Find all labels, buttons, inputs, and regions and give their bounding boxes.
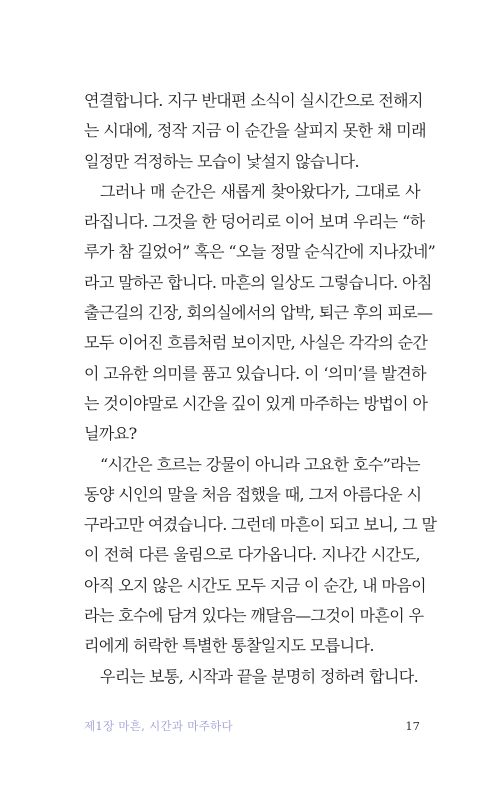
text-line: 닐까요? — [84, 424, 137, 444]
text-line: 는 것이야말로 시간을 깊이 있게 마주하는 방법이 아 — [84, 393, 428, 413]
text-line: 루가 참 길었어” 혹은 “오늘 정말 순식간에 지나갔네” — [84, 242, 436, 262]
text-line: 구라고만 여겼습니다. 그런데 마흔이 되고 보니, 그 말 — [84, 515, 437, 535]
text-line: 아직 오지 않은 시간도 모두 지금 이 순간, 내 마음이 — [84, 575, 426, 595]
page-number: 17 — [405, 719, 420, 733]
text-line: 출근길의 긴장, 회의실에서의 압박, 퇴근 후의 피로— — [84, 303, 433, 323]
text-line: 그러나 매 순간은 새롭게 찾아왔다가, 그대로 사 — [100, 181, 420, 201]
running-head-chapter: 제1장 마흔, 시간과 마주하다 — [84, 719, 233, 733]
page-footer — [84, 716, 420, 736]
text-line: 라고 말하곤 합니다. 마흔의 일상도 그렇습니다. 아침 — [84, 272, 432, 292]
text-line: 리에게 허락한 특별한 통찰일지도 모릅니다. — [84, 636, 374, 656]
text-line: 이 고유한 의미를 품고 있습니다. 이 ‘의미’를 발견하 — [84, 363, 426, 383]
text-line: 동양 시인의 말을 처음 접했을 때, 그저 아름다운 시 — [84, 484, 422, 504]
text-line: 일정만 걱정하는 모습이 낯설지 않습니다. — [84, 151, 359, 171]
text-line: 는 시대에, 정작 지금 이 순간을 살피지 못한 채 미래 — [84, 121, 426, 141]
text-line: 연결합니다. 지구 반대편 소식이 실시간으로 전해지 — [84, 91, 423, 110]
text-line: 모두 이어진 흐름처럼 보이지만, 사실은 각각의 순간 — [84, 333, 428, 353]
text-line: 라집니다. 그것을 한 덩어리로 이어 보며 우리는 “하 — [84, 212, 425, 232]
text-line: 이 전혀 다른 울림으로 다가옵니다. 지나간 시간도, — [84, 545, 420, 565]
body-text — [84, 86, 437, 692]
text-line: 라는 호수에 담겨 있다는 깨달음—그것이 마흔이 우 — [84, 606, 424, 626]
text-line: 우리는 보통, 시작과 끝을 분명히 정하려 합니다. — [100, 666, 419, 686]
text-line: “시간은 흐르는 강물이 아니라 고요한 호수”라는 — [100, 454, 420, 474]
